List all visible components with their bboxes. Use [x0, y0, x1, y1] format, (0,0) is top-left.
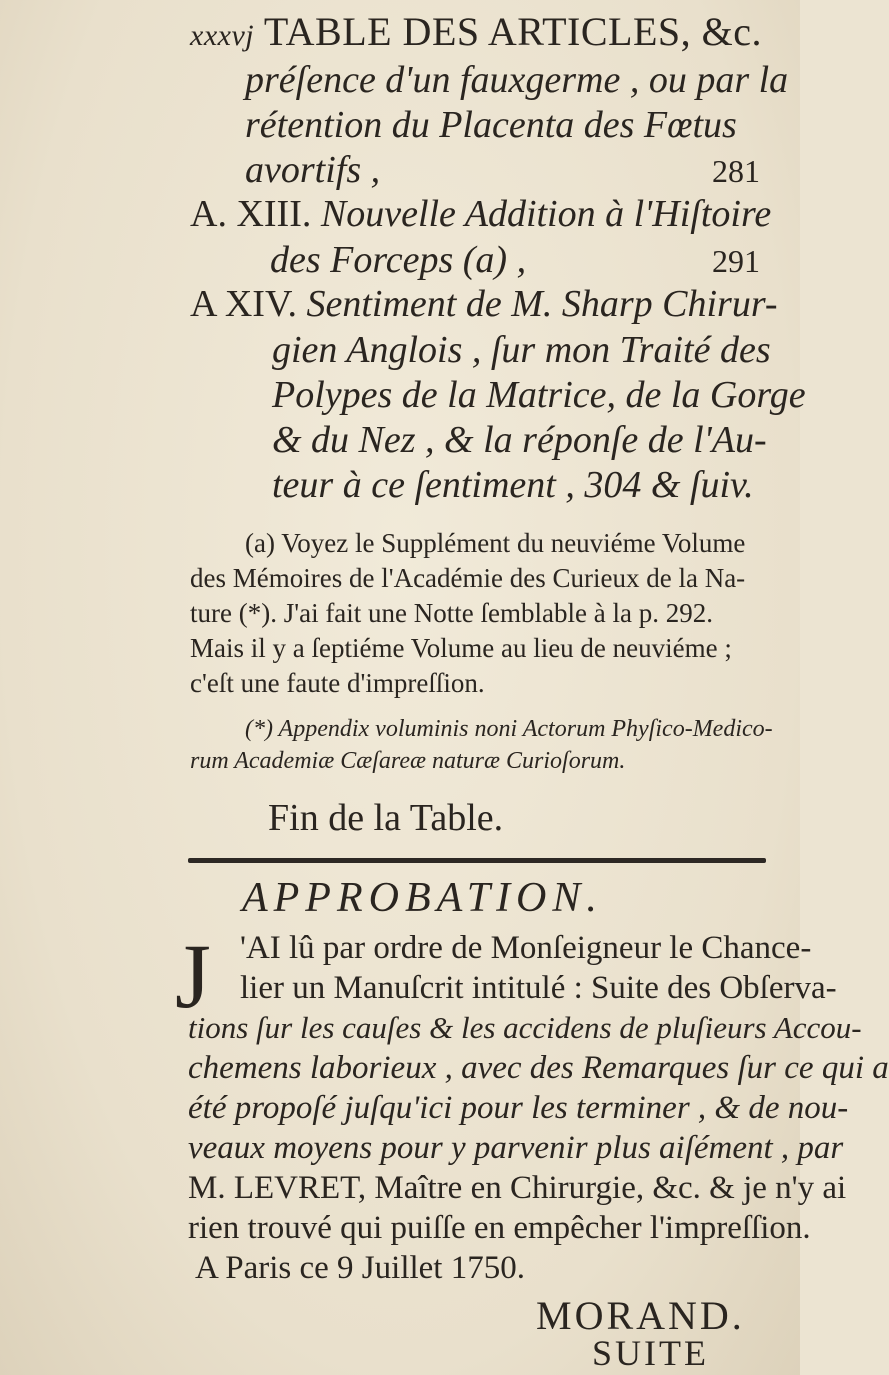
approbation-line: veaux moyens pour y parvenir plus aiſément , par	[188, 1130, 844, 1166]
divider-rule	[188, 858, 766, 863]
toc-line: gien Anglois , ſur mon Traité des	[272, 329, 771, 371]
note-line: des Mémoires de l'Académie des Curieux de la Na-	[190, 563, 746, 593]
toc-line: des Forceps (a) ,	[270, 239, 527, 281]
footnote-line: rum Academiæ Cæſareæ naturæ Curioſorum.	[190, 748, 626, 774]
approbation-line: tions ſur les cauſes & les accidens de pluſieurs Accou-	[188, 1010, 862, 1045]
toc-line: avortifs ,	[245, 149, 381, 191]
toc-page-number: 291	[712, 243, 760, 279]
note-line: Mais il y a ſeptiéme Volume au lieu de neuviéme ;	[190, 633, 732, 663]
approbation-line: lier un Manuſcrit intitulé : Suite des Obſerva-	[240, 970, 837, 1006]
toc-line: rétention du Placenta des Fœtus	[245, 104, 737, 146]
toc-entry-13	[190, 192, 771, 236]
article-title: Sentiment de M. Sharp Chirur-	[306, 283, 778, 325]
approbation-line: rien trouvé qui puiſſe en empêcher l'impreſſion.	[188, 1210, 811, 1246]
signature: MORAND.	[536, 1293, 745, 1338]
toc-entry-14	[190, 282, 778, 326]
end-of-table: Fin de la Table.	[268, 797, 504, 839]
approbation-date: A Paris ce 9 Juillet 1750.	[195, 1250, 525, 1286]
toc-page-number: 281	[712, 153, 760, 189]
approbation-line: chemens laborieux , avec des Remarques ſur ce qui a	[188, 1050, 889, 1086]
article-label: A XIV.	[190, 283, 297, 325]
toc-line: préſence d'un fauxgerme , ou par la	[245, 59, 789, 101]
approbation-line: été propoſé juſqu'ici pour les terminer , & de nou-	[188, 1090, 849, 1126]
approbation-line: 'AI lû par ordre de Monſeigneur le Chance-	[240, 930, 812, 966]
note-line: c'eſt une faute d'impreſſion.	[190, 668, 485, 698]
toc-line: & du Nez , & la réponſe de l'Au-	[272, 419, 767, 461]
note-line: ture (*). J'ai fait une Notte ſemblable à la p. 292.	[190, 598, 713, 628]
toc-line: Polypes de la Matrice, de la Gorge	[272, 374, 806, 416]
catchword: SUITE	[592, 1333, 709, 1373]
note-line: (a) Voyez le Supplément du neuviéme Volume	[245, 528, 746, 558]
header-title: TABLE DES ARTICLES, &c.	[263, 9, 762, 54]
drop-cap: J	[175, 925, 211, 1027]
approbation-line: M. LEVRET, Maître en Chirurgie, &c. & je n'y ai	[188, 1170, 847, 1206]
article-label: A. XIII.	[190, 193, 312, 235]
footnote-line: (*) Appendix voluminis noni Actorum Phyſico-Medico-	[245, 716, 773, 742]
page-number: xxxvj	[190, 19, 255, 52]
toc-line: teur à ce ſentiment , 304 & ſuiv.	[272, 464, 754, 506]
running-header	[190, 8, 762, 55]
approbation-heading: APPROBATION.	[242, 875, 603, 921]
article-title: Nouvelle Addition à l'Hiſtoire	[320, 193, 772, 235]
